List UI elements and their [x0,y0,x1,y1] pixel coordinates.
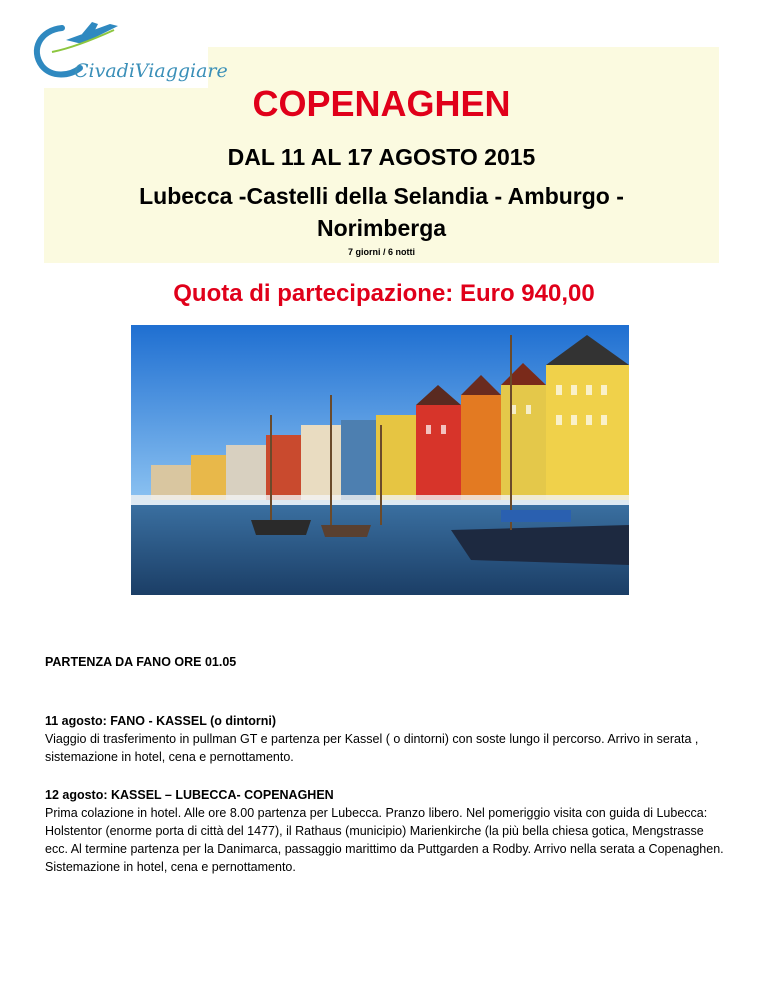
day-heading: 12 agosto: KASSEL – LUBECCA- COPENAGHEN [45,788,334,802]
trip-dates: DAL 11 AL 17 AGOSTO 2015 [227,144,536,170]
day-description: Prima colazione in hotel. Alle ore 8.00 partenza per Lubecca. Pranzo libero. Nel pomeriggio visita con guida di Lubecca: Holstentor (enorme porta di città del 1477), il Rathaus (municipio) Marienkirche (la più bella chiesa gotica, Mengstrasse ecc. Al termine partenza per la Danimarca, passaggio marittimo da Puttgarden a Rodby. Arrivo nella serata a Copenaghen. Sistemazione in hotel, cena e pernottamento. [45,806,724,874]
trip-route: Lubecca -Castelli della Selandia - Amburgo - Norimberga [139,183,624,241]
copenhagen-harbor-photo [131,325,629,595]
day-description: Viaggio di trasferimento in pullman GT e partenza per Kassel ( o dintorni) con soste lungo il percorso. Arrivo in serata , sistemazione in hotel, cena e pernottamento. [45,732,699,764]
destination-title: COPENAGHEN [252,83,511,124]
departure-note: PARTENZA DA FANO ORE 01.05 [45,655,237,669]
itinerary-day-1 [45,712,725,766]
price-line: Quota di partecipazione: Euro 940,00 [173,280,595,307]
brand-logo [22,10,228,88]
trip-duration: 7 giorni / 6 notti [348,247,415,257]
day-heading: 11 agosto: FANO - KASSEL (o dintorni) [45,714,277,728]
itinerary-day-2 [45,786,725,876]
brand-name: CivadiViaggiare [74,60,228,82]
